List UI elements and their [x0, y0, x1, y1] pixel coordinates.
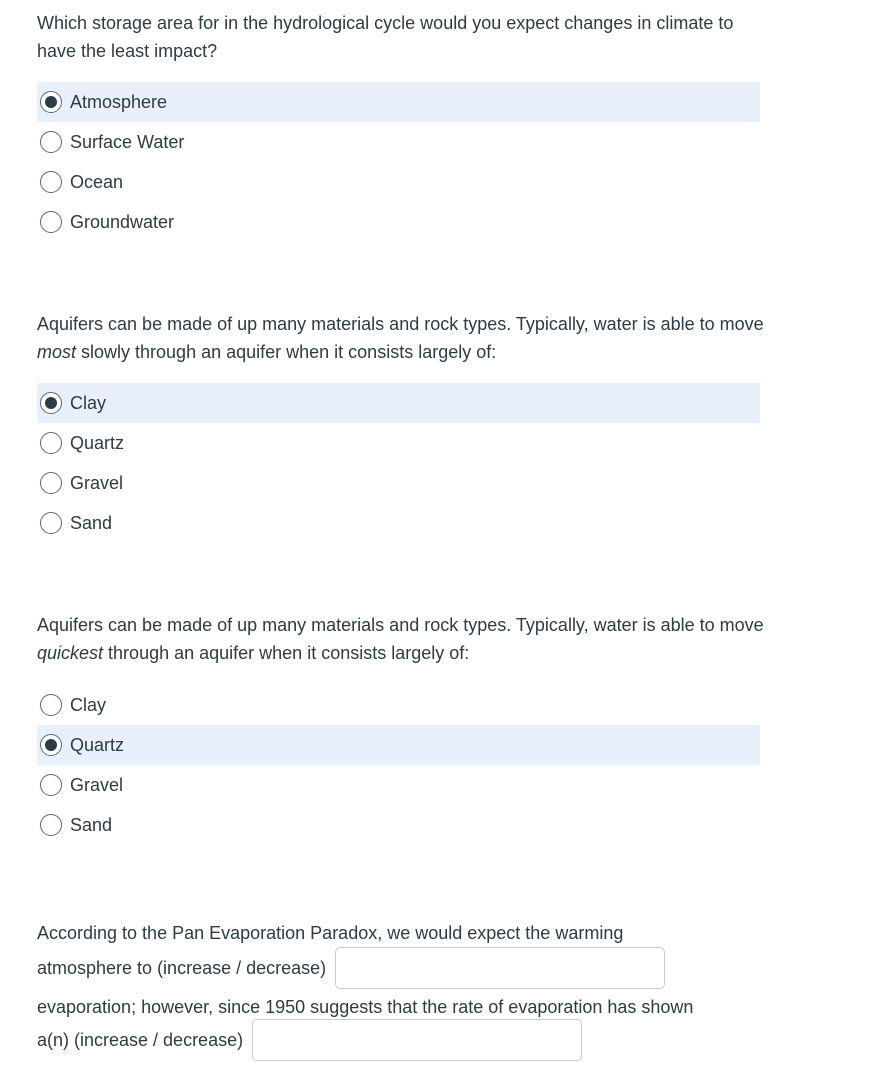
blank-2-input[interactable]	[252, 1019, 582, 1061]
question-3	[37, 611, 767, 845]
radio-button-selected[interactable]	[40, 91, 62, 113]
answer-gravel[interactable]	[37, 765, 760, 805]
question-2	[37, 310, 767, 543]
question-4-fill-in-blanks	[37, 918, 817, 1056]
answer-gravel[interactable]	[37, 463, 760, 503]
question-3-answers	[37, 685, 760, 845]
answer-surface-water[interactable]	[37, 122, 760, 162]
radio-button[interactable]	[40, 171, 62, 193]
fib-line-3: evaporation; however, since 1950 suggests that the rate of evaporation has shown	[37, 996, 694, 1017]
answer-ocean[interactable]	[37, 162, 760, 202]
radio-button[interactable]	[40, 512, 62, 534]
fib-line-2-row	[37, 949, 817, 987]
radio-button[interactable]	[40, 774, 62, 796]
answer-label: Sand	[70, 814, 113, 835]
answer-label: Atmosphere	[70, 91, 168, 112]
answer-label: Gravel	[70, 774, 124, 795]
answer-sand[interactable]	[37, 805, 760, 845]
answer-label: Gravel	[70, 472, 124, 493]
radio-button[interactable]	[40, 472, 62, 494]
question-3-text-after: through an aquifer when it consists largely of:	[103, 643, 470, 663]
question-1-answers	[37, 82, 760, 242]
answer-groundwater[interactable]	[37, 202, 760, 242]
blank-1-input[interactable]	[335, 947, 665, 989]
fib-line-4: a(n) (increase / decrease)	[37, 1029, 244, 1050]
answer-label: Quartz	[70, 432, 125, 453]
radio-button[interactable]	[40, 814, 62, 836]
radio-button[interactable]	[40, 211, 62, 233]
question-3-text-before: Aquifers can be made of up many materials and rock types. Typically, water is able to move	[37, 615, 764, 635]
question-3-text	[37, 611, 767, 667]
answer-label: Clay	[70, 392, 107, 413]
question-2-text-emphasis: most	[37, 342, 77, 362]
question-1-text: Which storage area for in the hydrological cycle would you expect changes in climate to have the least impact?	[37, 13, 734, 61]
fib-line-4-row	[37, 1024, 817, 1056]
answer-clay[interactable]	[37, 685, 760, 725]
question-3-text-emphasis: quickest	[37, 643, 104, 663]
answer-quartz[interactable]	[37, 423, 760, 463]
answer-clay[interactable]	[37, 383, 760, 423]
radio-button-selected[interactable]	[40, 734, 62, 756]
fib-line-1: According to the Pan Evaporation Paradox, we would expect the warming	[37, 922, 624, 943]
answer-label: Sand	[70, 512, 113, 533]
question-2-text-after: slowly through an aquifer when it consists largely of:	[76, 342, 497, 362]
answer-label: Surface Water	[70, 131, 185, 152]
fib-line-1-row	[37, 918, 817, 948]
question-2-text	[37, 310, 767, 366]
answer-sand[interactable]	[37, 503, 760, 543]
question-1	[37, 9, 767, 242]
question-2-answers	[37, 383, 760, 543]
answer-label: Clay	[70, 694, 107, 715]
answer-label: Ocean	[70, 171, 124, 192]
radio-button[interactable]	[40, 694, 62, 716]
fib-line-2: atmosphere to (increase / decrease)	[37, 957, 327, 978]
radio-button[interactable]	[40, 131, 62, 153]
question-2-text-before: Aquifers can be made of up many materials and rock types. Typically, water is able to move	[37, 314, 764, 334]
answer-label: Groundwater	[70, 211, 175, 232]
radio-button[interactable]	[40, 432, 62, 454]
answer-atmosphere[interactable]	[37, 82, 760, 122]
answer-quartz[interactable]	[37, 725, 760, 765]
answer-label: Quartz	[70, 734, 125, 755]
radio-button-selected[interactable]	[40, 392, 62, 414]
